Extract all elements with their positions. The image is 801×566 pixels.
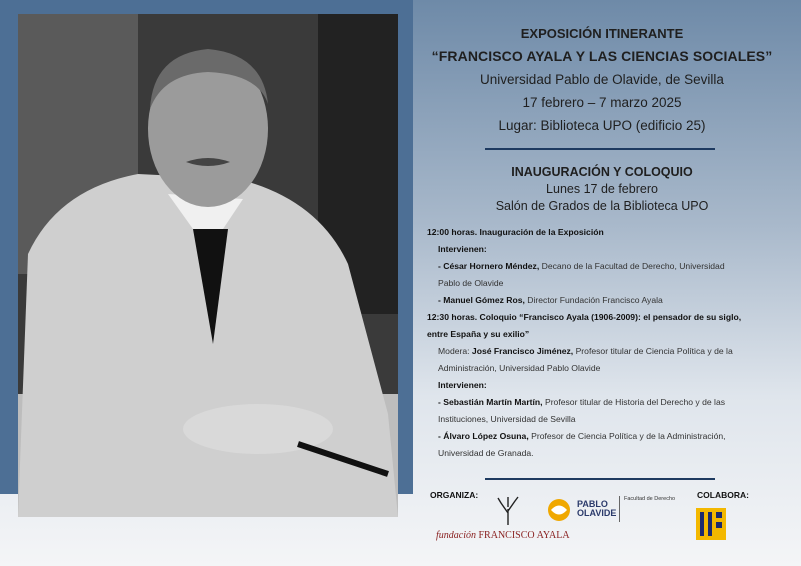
fundacion-prefix: fundación — [436, 530, 476, 541]
moderator-label: Modera: — [438, 346, 472, 356]
speaker-role: Profesor de Ciencia Política y de la Administración, — [528, 431, 726, 441]
sponsors-footer — [413, 480, 801, 566]
speaker-role: Decano de la Facultad de Derecho, Universidad — [539, 261, 725, 271]
speakers-heading: Intervienen: — [438, 380, 487, 390]
exhibition-type: EXPOSICIÓN ITINERANTE — [520, 26, 684, 41]
program-row — [427, 343, 787, 360]
speaker-role: Administración, Universidad Pablo Olavide — [438, 363, 601, 373]
program-row — [427, 411, 787, 428]
program-list — [427, 224, 787, 462]
speakers-heading: Intervienen: — [438, 244, 487, 254]
upo-emblem-icon — [545, 498, 573, 522]
university-name: Universidad Pablo de Olavide, de Sevilla — [480, 72, 724, 87]
program-row — [427, 241, 787, 258]
program-row — [427, 292, 787, 309]
upo-name — [577, 500, 616, 518]
program-time-inauguration: 12:00 horas. Inauguración de la Exposición — [427, 227, 604, 237]
speaker-name: - Manuel Gómez Ros, — [438, 295, 525, 305]
speaker-role: Universidad de Granada. — [438, 448, 534, 458]
program-row — [427, 275, 787, 292]
colabora-label: COLABORA: — [697, 490, 749, 500]
speaker-name: - César Hornero Méndez, — [438, 261, 540, 271]
program-row — [427, 394, 787, 411]
fundacion-name: FRANCISCO AYALA — [478, 530, 570, 541]
speaker-name: - Álvaro López Osuna, — [438, 431, 529, 441]
colloquium-title-cont: entre España y su exilio” — [427, 329, 530, 339]
program-row — [427, 309, 787, 326]
speaker-role: Pablo de Olavide — [438, 278, 504, 288]
speaker-name: - Sebastián Martín Martín, — [438, 397, 543, 407]
header-divider — [485, 148, 715, 150]
inauguration-date: Lunes 17 de febrero — [546, 182, 658, 196]
program-row — [427, 428, 787, 445]
inauguration-title: INAUGURACIÓN Y COLOQUIO — [511, 165, 693, 179]
cra-logo-icon — [696, 508, 726, 540]
program-time-colloquium: 12:30 horas. Coloquio “Francisco Ayala (1906-2009): el pensador de su siglo, — [427, 312, 742, 322]
exhibition-title: “FRANCISCO AYALA Y LAS CIENCIAS SOCIALES” — [431, 48, 773, 64]
program-row — [427, 326, 787, 343]
portrait-photo — [18, 14, 398, 517]
program-row — [427, 360, 787, 377]
program-row — [427, 258, 787, 275]
program-row — [427, 377, 787, 394]
upo-line2: OLAVIDE — [577, 508, 617, 518]
speaker-role: Instituciones, Universidad de Sevilla — [438, 414, 576, 424]
exhibition-dates: 17 febrero – 7 marzo 2025 — [522, 95, 682, 110]
upo-line1: PABLO — [577, 499, 608, 509]
speaker-name: José Francisco Jiménez, — [471, 346, 574, 356]
speaker-role: Profesor titular de Ciencia Política y de la — [573, 346, 733, 356]
speaker-role: Profesor titular de Historia del Derecho y de las — [542, 397, 726, 407]
facultad-logo: Facultad de Derecho — [619, 496, 675, 522]
program-row — [427, 224, 787, 241]
inauguration-place: Salón de Grados de la Biblioteca UPO — [495, 199, 709, 213]
program-row — [427, 445, 787, 462]
fundacion-logo-text — [436, 530, 570, 541]
inauguration-block — [413, 164, 791, 215]
upo-logo — [545, 498, 617, 522]
tree-logo-icon — [495, 495, 521, 525]
speaker-role: Director Fundación Francisco Ayala — [524, 295, 663, 305]
exhibition-header — [413, 22, 791, 137]
exhibition-venue: Lugar: Biblioteca UPO (edificio 25) — [498, 118, 706, 133]
organiza-label: ORGANIZA: — [430, 490, 479, 500]
